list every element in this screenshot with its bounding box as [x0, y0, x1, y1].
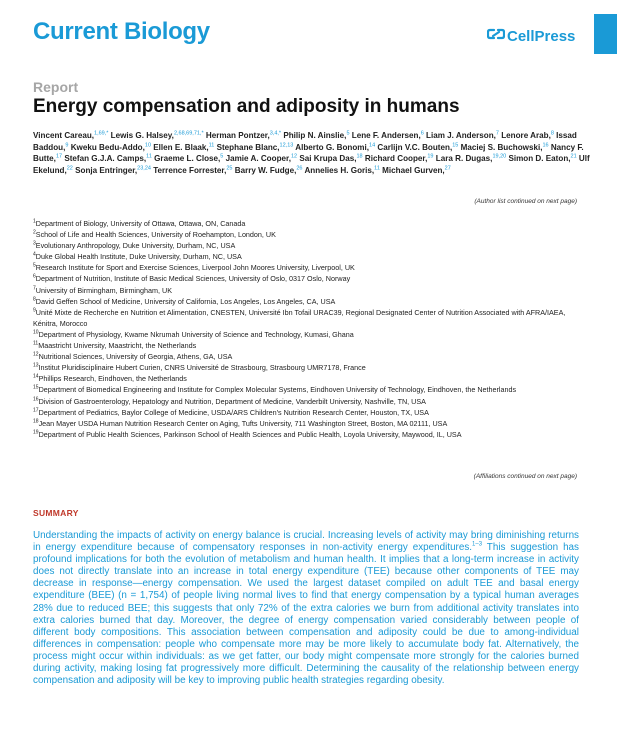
author-name: Vincent Careau, [33, 131, 95, 140]
author-affiliation-marks: 15 [452, 141, 459, 148]
author-name: Sonja Entringer, [75, 165, 138, 175]
affiliation-number: 15 [33, 385, 39, 392]
affiliation-item [33, 407, 585, 418]
author-name: Alberto G. Bonomi, [295, 142, 370, 152]
author[interactable] [461, 143, 549, 152]
affiliation-text: Phillips Research, Eindhoven, the Netherlands [38, 374, 187, 384]
author[interactable] [501, 131, 554, 140]
author-name: Carlijn V.C. Bouten, [377, 142, 453, 152]
affiliation-text: Unité Mixte de Recherche en Nutrition et Alimentation, CNESTEN, Université Ibn Tofail URAC39, Regional Designated Center of Nutrition Associated with AFRA/IAEA, Kénitra, Morocco [33, 307, 566, 328]
author-name: Jamie A. Cooper, [225, 154, 291, 164]
author-name: Annelies H. Goris, [304, 165, 375, 175]
affiliation-item [33, 418, 585, 429]
cellpress-logo-icon [487, 27, 505, 45]
author-name: Lenore Arab, [501, 131, 551, 140]
author[interactable] [206, 131, 281, 140]
author[interactable] [153, 143, 214, 152]
author-name: Nancy F. Butte, [33, 142, 584, 164]
affiliation-number: 1 [33, 218, 36, 225]
author[interactable] [33, 131, 108, 140]
author-name: Kweku Bedu-Addo, [70, 142, 145, 152]
author[interactable] [235, 166, 303, 175]
publisher-name: CellPress [507, 27, 576, 45]
affiliation-number: 12 [33, 351, 39, 358]
affiliation-text: Nutritional Sciences, University of Georgia, Athens, GA, USA [38, 352, 233, 362]
author-affiliation-marks: 23,24 [137, 165, 151, 172]
affiliation-text: Duke Global Health Institute, Duke University, Durham, NC, USA [35, 252, 242, 262]
summary-part-1: Understanding the impacts of activity on energy balance is crucial. Increasing levels of activity may bring diminishing returns in energy expenditure because of compensatory responses in non-activity energy expenditures. [33, 530, 579, 554]
author-affiliation-marks: 27 [444, 165, 451, 172]
author[interactable] [71, 143, 151, 152]
affiliation-number: 17 [33, 407, 39, 414]
author-affiliation-marks: 5 [346, 130, 350, 137]
author-name: Lene F. Andersen, [351, 131, 421, 140]
author-name: Simon D. Eaton, [508, 154, 571, 164]
author-affiliation-marks: 16 [542, 141, 549, 148]
author[interactable] [299, 154, 362, 163]
author-name: Sai Krupa Das, [299, 154, 357, 164]
author-affiliation-marks: 21 [570, 153, 577, 160]
publisher-logo[interactable] [487, 27, 575, 45]
author[interactable] [217, 143, 294, 152]
author-affiliation-marks: 18 [356, 153, 363, 160]
affiliation-text: Department of Biomedical Engineering and Institute for Complex Molecular Systems, Eindhoven University of Technology, Eindhoven, the Netherlands [38, 385, 517, 395]
author-affiliation-marks: 9 [65, 141, 69, 148]
author-affiliation-marks: 2,68,69,71,* [173, 130, 204, 137]
summary-text [33, 530, 579, 687]
author-name: Herman Pontzer, [205, 131, 270, 140]
author[interactable] [436, 154, 506, 163]
affiliation-number: 7 [33, 285, 36, 292]
summary-reference[interactable]: 1–3 [472, 541, 483, 548]
affiliation-item [33, 273, 585, 284]
author[interactable] [352, 131, 424, 140]
author-affiliation-marks: 12 [290, 153, 298, 160]
author-affiliation-marks: 12,13 [279, 141, 294, 148]
author[interactable] [304, 166, 379, 175]
affiliation-text: Evolutionary Anthropology, Duke University, Durham, NC, USA [35, 241, 236, 251]
affiliation-text: Division of Gastroenterology, Hepatology and Nutrition, Department of Medicine, Vanderbilt University, Nashville, TN, USA [38, 396, 426, 406]
author[interactable] [154, 154, 223, 163]
author-name: Ulf Ekelund, [33, 154, 590, 175]
affiliation-item [33, 429, 585, 440]
author-list [33, 130, 593, 176]
affiliation-number: 4 [33, 251, 36, 258]
author-affiliation-marks: 1,69,* [94, 130, 109, 137]
affiliation-number: 14 [33, 373, 39, 380]
author-affiliation-marks: 11 [374, 165, 380, 172]
author-name: Issad Baddou, [33, 131, 577, 152]
affiliation-text: Department of Pediatrics, Baylor College of Medicine, USDA/ARS Children's Nutrition Research Center, Houston, TX, USA [38, 407, 429, 417]
affiliation-text: Maastricht University, Maastricht, the Netherlands [38, 341, 197, 351]
author-affiliation-marks: 7 [495, 130, 499, 137]
affiliation-item [33, 240, 585, 251]
affiliation-number: 8 [33, 296, 36, 303]
author-affiliation-marks: 19 [427, 153, 434, 160]
author-affiliation-marks: 22 [66, 165, 73, 172]
author-name: Stefan G.J.A. Camps, [64, 154, 147, 164]
author[interactable] [153, 166, 232, 175]
author[interactable] [111, 131, 204, 140]
affiliation-item [33, 296, 585, 307]
author[interactable] [377, 143, 458, 152]
affiliation-list [33, 218, 585, 440]
affiliation-text: Jean Mayer USDA Human Nutrition Research Center on Aging, Tufts University, 711 Washington Street, Boston, MA 02111, USA [38, 418, 448, 428]
author-name: Stephane Blanc, [216, 142, 280, 152]
affiliation-number: 13 [33, 362, 39, 369]
author-name: Richard Cooper, [364, 154, 428, 164]
author-name: Michael Gurven, [382, 165, 445, 175]
author[interactable] [508, 154, 576, 163]
author-affiliation-marks: 26 [296, 165, 303, 172]
affiliation-text: Department of Nutrition, Institute of Basic Medical Sciences, University of Oslo, 0317 Oslo, Norway [35, 274, 351, 284]
author-affiliation-marks: 11 [208, 141, 215, 148]
author-affiliation-marks: 25 [226, 165, 233, 172]
author[interactable] [75, 166, 151, 175]
affiliation-item [33, 285, 585, 296]
author-affiliation-marks: 11 [146, 153, 152, 160]
affiliation-item [33, 396, 585, 407]
author-name: Graeme L. Close, [154, 154, 221, 164]
article-type: Report [33, 79, 79, 95]
author-name: Terrence Forrester, [153, 165, 227, 175]
accent-bar [594, 14, 617, 54]
affiliation-item [33, 384, 585, 395]
author-name: Lewis G. Halsey, [110, 131, 174, 140]
affiliation-item [33, 340, 585, 351]
author-name: Philip N. Ainslie, [283, 131, 347, 140]
author-name: Liam J. Anderson, [426, 131, 496, 140]
affiliation-item [33, 329, 585, 340]
author[interactable] [426, 131, 499, 140]
author[interactable] [64, 154, 152, 163]
author-name: Barry W. Fudge, [234, 165, 297, 175]
affiliation-text: University of Birmingham, Birmingham, UK [35, 285, 172, 295]
journal-title[interactable]: Current Biology [33, 18, 210, 45]
affiliation-number: 9 [33, 307, 36, 314]
affiliation-number: 3 [33, 240, 36, 247]
affiliation-item [33, 351, 585, 362]
author-affiliation-marks: 5 [220, 153, 224, 160]
article-title: Energy compensation and adiposity in humans [33, 96, 460, 117]
author-affiliation-marks: 14 [369, 141, 376, 148]
affiliation-item [33, 229, 585, 240]
author-affiliation-marks: 3,4,* [269, 130, 282, 137]
affiliation-text: David Geffen School of Medicine, University of California, Los Angeles, Los Angeles, CA, USA [35, 296, 336, 306]
author[interactable] [283, 131, 349, 140]
affiliation-number: 5 [33, 262, 36, 269]
author-affiliation-marks: 19,20 [492, 153, 507, 160]
author[interactable] [382, 166, 451, 175]
affiliation-item [33, 262, 585, 273]
author-name: Maciej S. Buchowski, [460, 142, 543, 152]
affiliation-text: Department of Physiology, Kwame Nkrumah University of Science and Technology, Kumasi, Ghana [38, 329, 354, 339]
summary-heading: SUMMARY [33, 508, 79, 518]
affiliation-text: School of Life and Health Sciences, University of Roehampton, London, UK [35, 230, 276, 240]
affiliation-item [33, 307, 585, 329]
affiliation-text: Institut Pluridisciplinaire Hubert Curien, CNRS Université de Strasbourg, Strasbourg UMR7178, France [38, 363, 366, 373]
affiliation-text: Department of Public Health Sciences, Parkinson School of Health Sciences and Public Health, Loyola University, Maywood, IL, USA [38, 429, 462, 439]
affiliation-item [33, 362, 585, 373]
affiliation-number: 6 [33, 274, 36, 281]
affiliation-number: 11 [33, 340, 39, 347]
affiliation-text: Research Institute for Sport and Exercise Sciences, Liverpool John Moores University, Liverpool, UK [35, 263, 355, 273]
author-affiliation-marks: 10 [144, 141, 152, 148]
affiliation-number: 10 [33, 329, 39, 336]
author-affiliation-marks: 8 [550, 130, 554, 137]
affiliation-number: 16 [33, 396, 39, 403]
affiliation-item [33, 373, 585, 384]
affiliation-item [33, 251, 585, 262]
author[interactable] [295, 143, 375, 152]
affiliation-number: 18 [33, 418, 39, 425]
author-affiliation-marks: 6 [420, 130, 424, 137]
affiliation-text: Department of Biology, University of Ottawa, Ottawa, ON, Canada [35, 219, 246, 228]
author-continued-note: (Author list continued on next page) [474, 198, 577, 205]
author-affiliation-marks: 17 [55, 153, 63, 160]
affiliation-number: 2 [33, 229, 36, 236]
author-name: Ellen E. Blaak, [153, 142, 209, 152]
summary-part-2: This suggestion has profound implications for both the evolution of metabolism and human health. It implies that a long-term increase in activity does not directly translate into an increase in total energy expenditure (TEE) because other components of TEE may decrease in response—energy compensation. We used the largest dataset compiled on adult TEE and basal energy expenditure (BEE) (n = 1,754) of people living normal lives to find that energy compensation by a typical human averages 28% due to reduced BEE; this suggests that only 72% of the extra calories we burn from additional activity translates into extra calories burned that day. Moreover, the degree of energy compensation varied considerably between people of different body compositions. This association between compensation and adiposity could be due to among-individual differences in compensation: people who compensate more may be more likely to accumulate body fat. Alternatively, the process might occur within individuals: as we get fatter, our body might compensate more strongly for the calories burned during activity, making losing fat progressively more difficult. Determining the causality of the relationship between energy compensation and adiposity will be key to improving public health strategies regarding obesity. [33, 542, 579, 687]
affiliation-continued-note: (Affiliations continued on next page) [473, 473, 577, 480]
affiliation-item [33, 218, 585, 229]
author[interactable] [226, 154, 298, 163]
author[interactable] [365, 154, 434, 163]
affiliation-number: 19 [33, 429, 39, 436]
author-name: Lara R. Dugas, [435, 154, 493, 164]
